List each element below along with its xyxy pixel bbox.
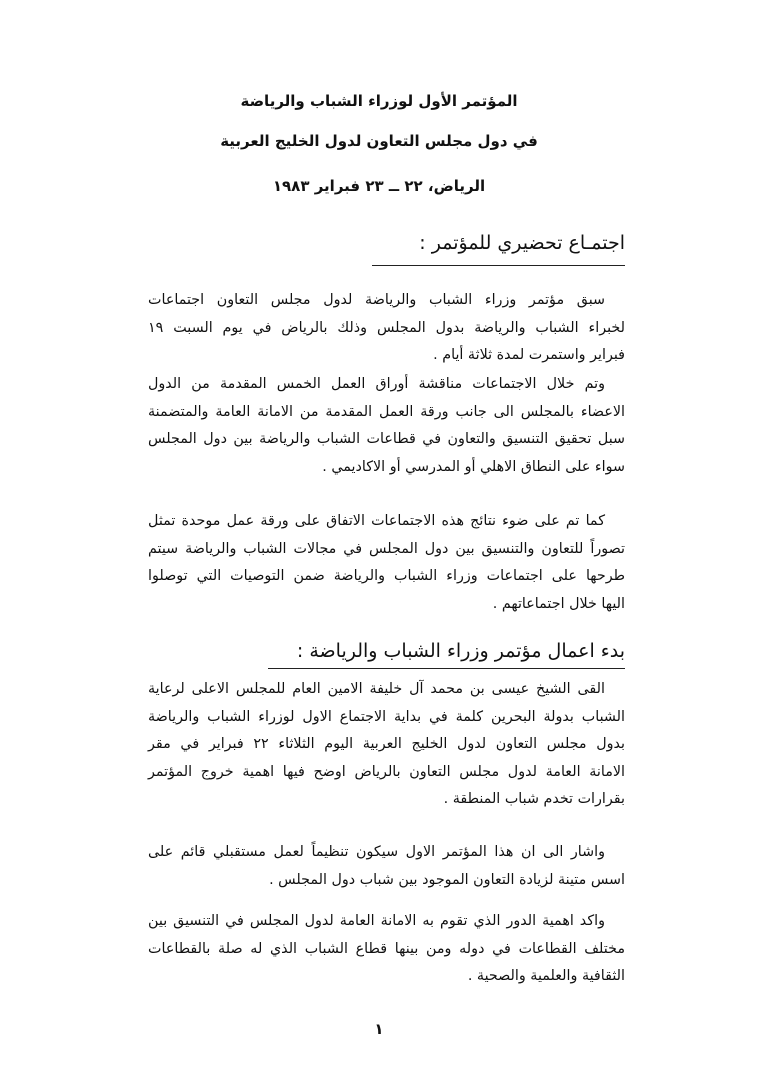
paragraph-line: بقرارات تخدم شباب المنطقة . [443,791,625,807]
paragraph-line: واكد اهمية الدور الذي تقوم به الامانة العامة لدول المجلس في التنسيق بين [148,913,605,929]
paragraph-line: الاعضاء بالمجلس الى جانب ورقة العمل المقدمة من الامانة العامة والمتضمنة [148,403,625,420]
paragraph-line: سبق مؤتمر وزراء الشباب والرياضة لدول مجلس التعاون اجتماعات [148,292,605,308]
document-subtitle: في دول مجلس التعاون لدول الخليج العربية [220,132,538,150]
paragraph [148,676,625,814]
paragraph [148,839,625,894]
paragraph-line: سبل تحقيق التنسيق والتعاون في قطاعات الشباب والرياضة بين دول المجلس [148,431,625,447]
section-heading-preparatory-meeting: اجتمـاع تحضيري للمؤتمر : [419,232,625,254]
paragraph [148,287,625,370]
paragraph-line: الشباب بدولة البحرين كلمة في بداية الاجتماع الاول لوزراء الشباب والرياضة [148,708,625,725]
section-heading-conference-start: بدء اعمال مؤتمر وزراء الشباب والرياضة : [296,640,625,662]
document-title: المؤتمر الأول لوزراء الشباب والرياضة [240,92,518,110]
paragraph [148,508,625,618]
paragraph-line: القى الشيخ عيسى بن محمد آل خليفة الامين العام للمجلس الاعلى لرعاية [148,681,605,697]
paragraph-line: كما تم على ضوء نتائج هذه الاجتماعات الاتفاق على ورقة عمل موحدة تمثل [148,513,605,529]
paragraph-line: الثقافية والعلمية والصحية . [467,968,625,984]
paragraph-line: بدول مجلس التعاون لدول الخليج العربية اليوم الثلاثاء ٢٢ فبراير في مقر [148,736,625,752]
heading-underline [268,668,625,669]
paragraph-line: طرحها على اجتماعات وزراء الشباب والرياضة ضمن التوصيات التي توصلوا [148,568,625,584]
paragraph-line: مختلف القطاعات في دوله ومن بينها قطاع الشباب الذي له صلة بالقطاعات [148,940,625,957]
paragraph-line: سواء على النطاق الاهلي أو المدرسي أو الاكاديمي . [322,458,625,475]
heading-underline [372,265,625,266]
paragraph-line: فبراير واستمرت لمدة ثلاثة أيام . [433,347,625,363]
page-number: ١ [374,1020,384,1038]
paragraph-line: الامانة العامة لدول مجلس التعاون بالرياض اوضح فيها اهمية خروج المؤتمر [148,763,625,780]
paragraph-line: اليها خلال اجتماعاتهم . [492,595,625,612]
paragraph-line: اسس متينة لزيادة التعاون الموجود بين شباب دول المجلس . [269,871,625,888]
paragraph-line: واشار الى ان هذا المؤتمر الاول سيكون تنظيماً لعمل مستقبلي قائم على [148,844,605,860]
paragraph-line: تصوراً للتعاون والتنسيق بين دول المجلس في مجالات الشباب والرياضة سيتم [148,540,625,557]
paragraph-line: لخبراء الشباب والرياضة بدول المجلس وذلك بالرياض في يوم السبت ١٩ [148,319,625,336]
paragraph [148,371,625,481]
paragraph-line: وتم خلال الاجتماعات مناقشة أوراق العمل الخمس المقدمة من الدول [148,376,605,392]
document-date-location: الرياض، ٢٢ ــ ٢٣ فبراير ١٩٨٣ [272,177,486,195]
paragraph [148,908,625,991]
